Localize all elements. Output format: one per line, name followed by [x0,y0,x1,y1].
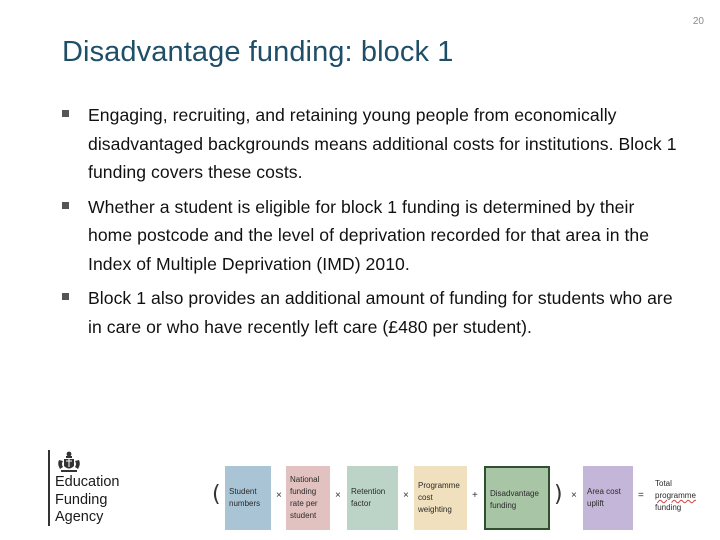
bullet-text-3: Block 1 also provides an additional amount of funding for students who are in care or who have recently left care (£480 per student). [88,288,673,337]
equals-sign: = [638,490,644,501]
formula-box-text: Disadvantage [490,489,539,498]
formula-box-text: funding [490,501,517,510]
multiply-sign: × [276,490,282,501]
bullet-item-2 [62,193,677,279]
multiply-sign: × [335,490,341,501]
result-text: funding [655,503,682,512]
formula-box-text: factor [351,499,372,508]
close-paren: ) [554,482,563,507]
multiply-sign: × [571,490,577,501]
formula-box-disadvantage-funding [484,466,550,530]
square-bullet-icon [62,293,69,300]
logo-line-3: Agency [55,509,104,525]
formula-result-total-programme-funding [655,478,696,514]
formula-box-retention-factor [347,466,398,530]
formula-box-text: cost [418,493,433,502]
formula-box-student-numbers [225,466,271,530]
plus-sign: + [472,490,478,501]
bullet-item-1 [62,101,677,187]
formula-box-text: funding [290,487,317,496]
open-paren: ( [212,482,221,507]
formula-box-text: weighting [418,505,452,514]
formula-box-text: rate per [290,499,318,508]
multiply-sign: × [403,490,409,501]
result-text: programme [655,491,696,500]
formula-box-area-cost-uplift [583,466,633,530]
page-title: Disadvantage funding: block 1 [62,36,454,68]
square-bullet-icon [62,202,69,209]
bullet-text-2: Whether a student is eligible for block 1 funding is determined by their home postcode and the level of deprivation recorded for that area in the Index of Multiple Deprivation (IMD) 2010. [88,196,650,274]
result-text: Total [655,479,672,488]
funding-formula [0,460,720,535]
bullet-item-3 [62,284,677,341]
page-number: 20 [692,16,704,27]
formula-box-text: Student [229,487,257,496]
formula-box-text: Programme [418,481,460,490]
formula-box-text: uplift [587,499,604,508]
square-bullet-icon [62,110,69,117]
logo-line-1: Education [55,474,120,490]
formula-box-text: student [290,511,317,520]
logo-line-2: Funding [55,491,108,508]
formula-box-text: Retention [351,487,386,496]
formula-box-national-funding-rate [286,466,330,530]
formula-box-text: Area cost [587,487,621,496]
formula-box-text: National [290,475,320,484]
bullet-text-1: Engaging, recruiting, and retaining young people from economically disadvantaged backgrounds means additional costs for institutions. Block 1 funding covers these costs. [88,105,677,182]
bullet-list [62,101,677,347]
formula-box-programme-cost-weighting [414,466,467,530]
formula-box-text: numbers [229,499,261,508]
